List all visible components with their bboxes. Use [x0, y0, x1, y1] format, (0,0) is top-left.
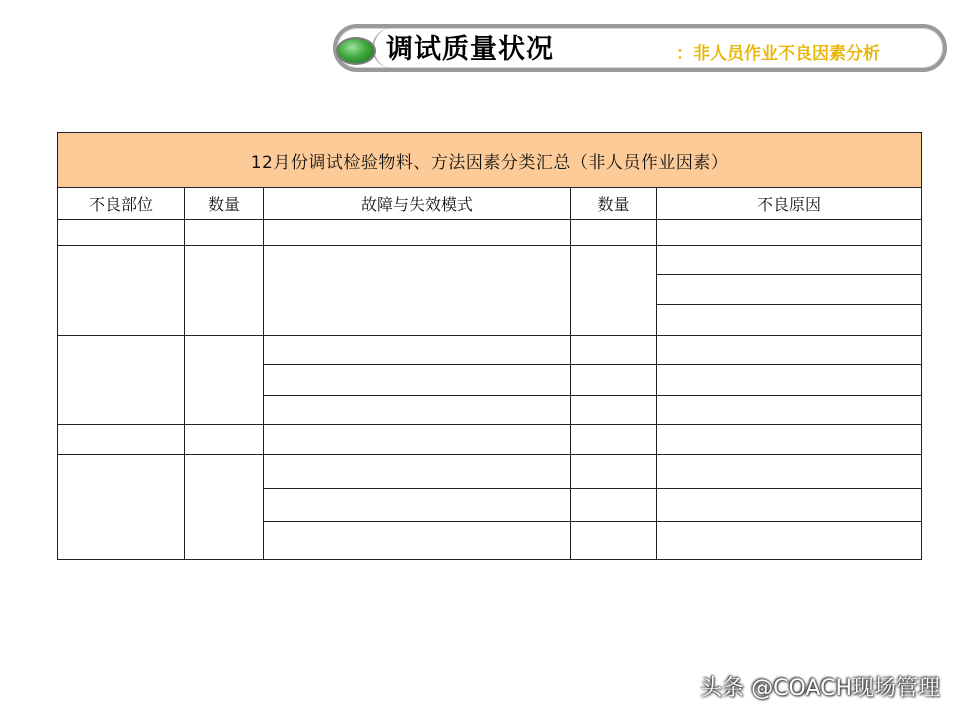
- table-row: [58, 425, 922, 455]
- table-row: [58, 455, 922, 489]
- table-caption: 12月份调试检验物料、方法因素分类汇总（非人员作业因素）: [58, 133, 922, 188]
- table-row: [58, 246, 922, 275]
- table-cell: [657, 425, 922, 455]
- table-cell: [571, 425, 657, 455]
- table-cell: [657, 220, 922, 246]
- table-cell: [58, 425, 185, 455]
- table-cell: [657, 489, 922, 522]
- column-header-quantity: 数量: [185, 188, 264, 220]
- table-cell: [571, 220, 657, 246]
- table-cell: [264, 522, 571, 560]
- table-cell: [657, 336, 922, 365]
- column-header-failure-mode: 故障与失效模式: [264, 188, 571, 220]
- table-row: [58, 220, 922, 246]
- table-cell: [571, 396, 657, 425]
- table-cell: [58, 246, 185, 336]
- table-cell: [657, 275, 922, 305]
- table-cell: [58, 455, 185, 560]
- summary-table: [57, 132, 922, 560]
- table-cell: [657, 455, 922, 489]
- table-cell: [185, 246, 264, 336]
- watermark: 头条 @COACH现场管理: [700, 676, 940, 701]
- table-header-row: [58, 188, 922, 220]
- column-header-defect-cause: 不良原因: [657, 188, 922, 220]
- table-cell: [657, 396, 922, 425]
- table-cell: [571, 489, 657, 522]
- table-cell: [571, 246, 657, 336]
- table-cell: [185, 220, 264, 246]
- table-cell: [571, 336, 657, 365]
- table-caption-row: [58, 133, 922, 188]
- column-header-quantity-2: 数量: [571, 188, 657, 220]
- table-cell: [185, 425, 264, 455]
- table-cell: [264, 365, 571, 396]
- table-cell: [657, 246, 922, 275]
- table-cell: [264, 220, 571, 246]
- table-cell: [657, 305, 922, 336]
- table-cell: [264, 246, 571, 336]
- table-cell: [264, 396, 571, 425]
- table-cell: [58, 336, 185, 425]
- table-row: [58, 336, 922, 365]
- table-cell: [264, 425, 571, 455]
- column-header-defect-location: 不良部位: [58, 188, 185, 220]
- table-cell: [571, 365, 657, 396]
- table-cell: [657, 365, 922, 396]
- table-cell: [185, 455, 264, 560]
- table-cell: [264, 336, 571, 365]
- table-cell: [571, 522, 657, 560]
- green-oval-icon: [336, 37, 376, 65]
- table-cell: [185, 336, 264, 425]
- page-title: 调试质量状况: [386, 34, 554, 65]
- table-cell: [657, 522, 922, 560]
- page-subtitle: ：非人员作业不良因素分析: [676, 44, 880, 64]
- table-cell: [571, 455, 657, 489]
- table-cell: [58, 220, 185, 246]
- table-cell: [264, 489, 571, 522]
- table-cell: [264, 455, 571, 489]
